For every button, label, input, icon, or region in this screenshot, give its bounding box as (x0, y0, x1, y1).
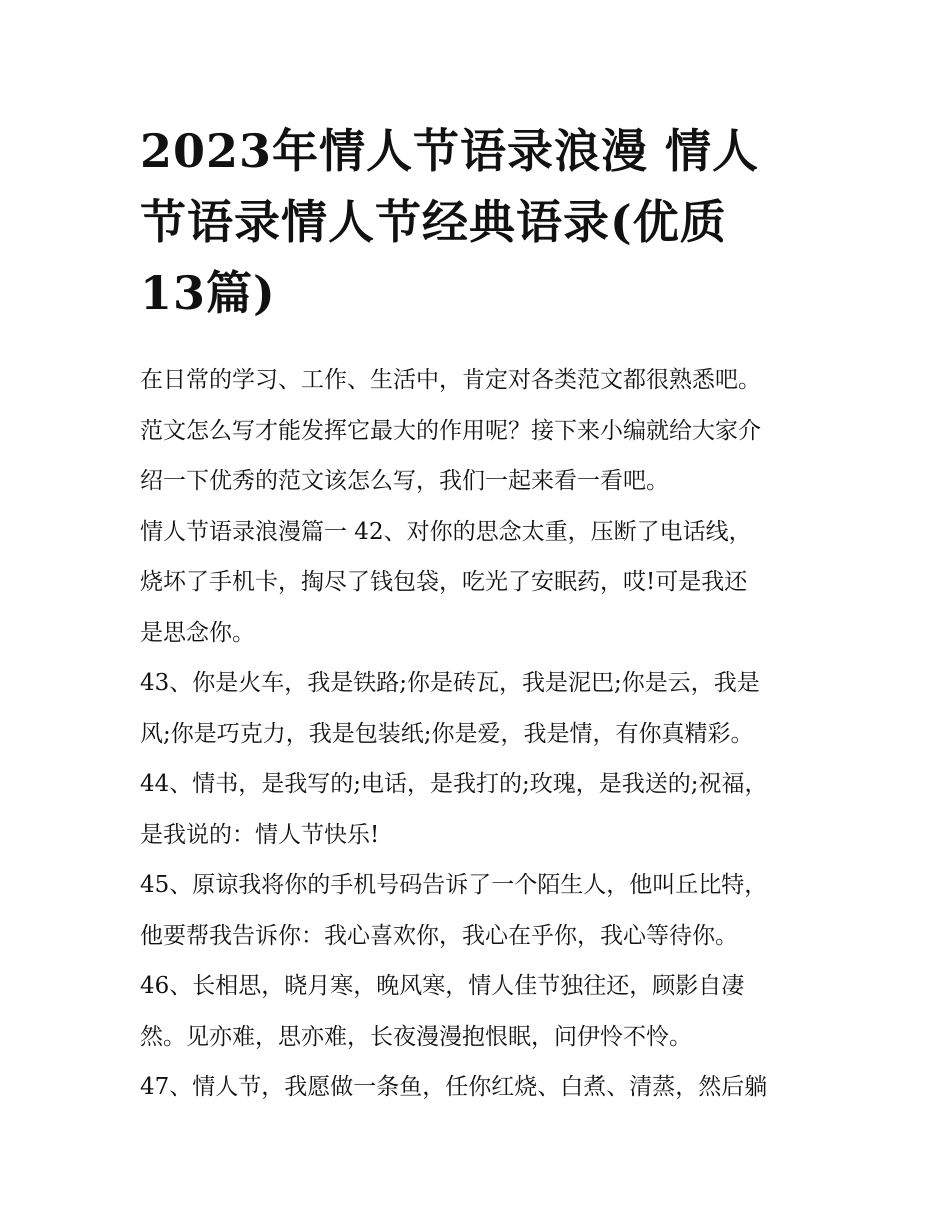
title-line: 节语录情人节经典语录(优质 (140, 195, 727, 249)
text-line: 然。见亦难，思亦难，长夜漫漫抱恨眠，问伊怜不怜。 (140, 1023, 692, 1050)
quote-paragraph-43 (140, 658, 820, 759)
text-line: 是我说的：情人节快乐! (140, 821, 380, 848)
text-line: 44、情书，是我写的;电话，是我打的;玫瑰，是我送的;祝福， (140, 771, 768, 797)
text-line: 43、你是火车，我是铁路;你是砖瓦，我是泥巴;你是云，我是 (140, 670, 760, 696)
quote-paragraph-42 (140, 507, 820, 659)
text-line: 风;你是巧克力，我是包装纸;你是爱，我是情，有你真精彩。 (140, 720, 754, 747)
text-line: 46、长相思，晓月寒，晚风寒，情人佳节独往还，顾影自凄 (140, 973, 745, 999)
text-line: 烧坏了手机卡，掏尽了钱包袋，吃光了安眠药，哎!可是我还 (140, 569, 748, 595)
quote-paragraph-44 (140, 759, 820, 860)
quote-paragraph-45 (140, 860, 820, 961)
document-title (140, 116, 820, 329)
text-line: 在日常的学习、工作、生活中，肯定对各类范文都很熟悉吧。 (140, 367, 761, 393)
title-line: 2023年情人节语录浪漫 情人 (140, 124, 760, 178)
text-line: 绍一下优秀的范文该怎么写，我们一起来看一看吧。 (140, 468, 669, 494)
text-line: 是思念你。 (140, 619, 255, 646)
text-line: 45、原谅我将你的手机号码告诉了一个陌生人，他叫丘比特， (140, 872, 768, 898)
text-line: 范文怎么写才能发挥它最大的作用呢？接下来小编就给大家介 (140, 417, 761, 444)
intro-paragraph (140, 355, 820, 507)
document-body (140, 355, 820, 1113)
quote-paragraph-46 (140, 961, 820, 1062)
text-line: 他要帮我告诉你：我心喜欢你，我心在乎你，我心等待你。 (140, 922, 738, 949)
text-line: 47、情人节，我愿做一条鱼，任你红烧、白煮、清蒸，然后躺 (140, 1074, 768, 1100)
quote-paragraph-47 (140, 1062, 820, 1113)
text-line: 情人节语录浪漫篇一 42、对你的思念太重，压断了电话线， (140, 518, 752, 545)
title-line: 13篇) (140, 266, 276, 320)
